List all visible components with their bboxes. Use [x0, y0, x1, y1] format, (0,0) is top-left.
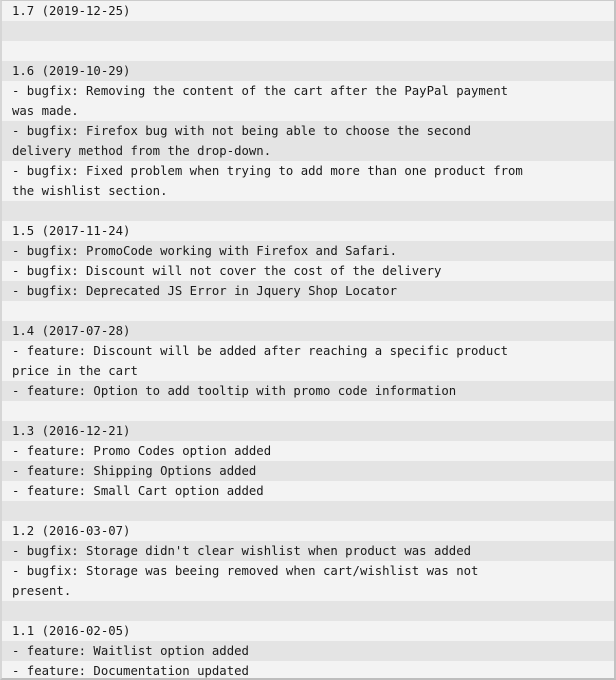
changelog-line: - feature: Documentation updated: [12, 664, 249, 678]
changelog-line: - bugfix: Firefox bug with not being able to choose the second: [12, 124, 472, 138]
change-item-row: [2, 381, 614, 401]
changelog-line: 1.7 (2019-12-25): [12, 4, 131, 18]
changelog-line: - bugfix: Storage was beeing removed when cart/wishlist was not: [12, 564, 479, 578]
change-item-row: [2, 441, 614, 461]
changelog-line: [2, 21, 614, 41]
blank-row: [2, 401, 614, 421]
changelog-line: 1.6 (2019-10-29): [12, 64, 131, 78]
version-heading-row: [2, 621, 614, 641]
changelog-line: - bugfix: PromoCode working with Firefox and Safari.: [12, 244, 397, 258]
changelog-line: - bugfix: Removing the content of the cart after the PayPal payment: [12, 84, 509, 98]
change-item-row: [2, 281, 614, 301]
change-item-row: [2, 121, 614, 161]
changelog-line: - bugfix: Fixed problem when trying to add more than one product from: [12, 164, 523, 178]
changelog-line: - bugfix: Discount will not cover the cost of the delivery: [12, 264, 442, 278]
change-item-row: [2, 561, 614, 601]
version-heading-row: [2, 1, 614, 21]
changelog-line: price in the cart: [12, 364, 138, 378]
changelog-line: 1.1 (2016-02-05): [12, 624, 131, 638]
change-item-row: [2, 661, 614, 680]
changelog-line: - feature: Discount will be added after reaching a specific product: [12, 344, 509, 358]
version-heading-row: [2, 221, 614, 241]
changelog-line: - feature: Shipping Options added: [12, 464, 257, 478]
change-item-row: [2, 261, 614, 281]
changelog-line: present.: [12, 584, 72, 598]
changelog-line: [2, 41, 614, 61]
changelog-line: - bugfix: Deprecated JS Error in Jquery Shop Locator: [12, 284, 397, 298]
change-item-row: [2, 481, 614, 501]
blank-row: [2, 21, 614, 41]
version-heading-row: [2, 421, 614, 441]
changelog-line: - feature: Promo Codes option added: [12, 444, 272, 458]
blank-row: [2, 201, 614, 221]
changelog-line: 1.5 (2017-11-24): [12, 224, 131, 238]
changelog-line: [2, 601, 614, 621]
changelog-line: 1.4 (2017-07-28): [12, 324, 131, 338]
changelog-line: delivery method from the drop-down.: [12, 144, 272, 158]
changelog-line: - feature: Option to add tooltip with promo code information: [12, 384, 457, 398]
changelog-line: was made.: [12, 104, 79, 118]
changelog-line: - feature: Small Cart option added: [12, 484, 264, 498]
change-item-row: [2, 641, 614, 661]
version-heading-row: [2, 321, 614, 341]
blank-row: [2, 601, 614, 621]
changelog-line: [2, 501, 614, 521]
changelog-line: the wishlist section.: [12, 184, 168, 198]
changelog-line: 1.2 (2016-03-07): [12, 524, 131, 538]
change-item-row: [2, 461, 614, 481]
change-item-row: [2, 81, 614, 121]
change-item-row: [2, 341, 614, 381]
blank-row: [2, 41, 614, 61]
changelog-line: [2, 301, 614, 321]
change-item-row: [2, 161, 614, 201]
blank-row: [2, 501, 614, 521]
changelog-line: 1.3 (2016-12-21): [12, 424, 131, 438]
changelog-line: [2, 201, 614, 221]
changelog-line: - feature: Waitlist option added: [12, 644, 249, 658]
version-heading-row: [2, 61, 614, 81]
change-item-row: [2, 541, 614, 561]
version-heading-row: [2, 521, 614, 541]
changelog-line: [2, 401, 614, 421]
blank-row: [2, 301, 614, 321]
changelog-line: - bugfix: Storage didn't clear wishlist when product was added: [12, 544, 472, 558]
change-item-row: [2, 241, 614, 261]
